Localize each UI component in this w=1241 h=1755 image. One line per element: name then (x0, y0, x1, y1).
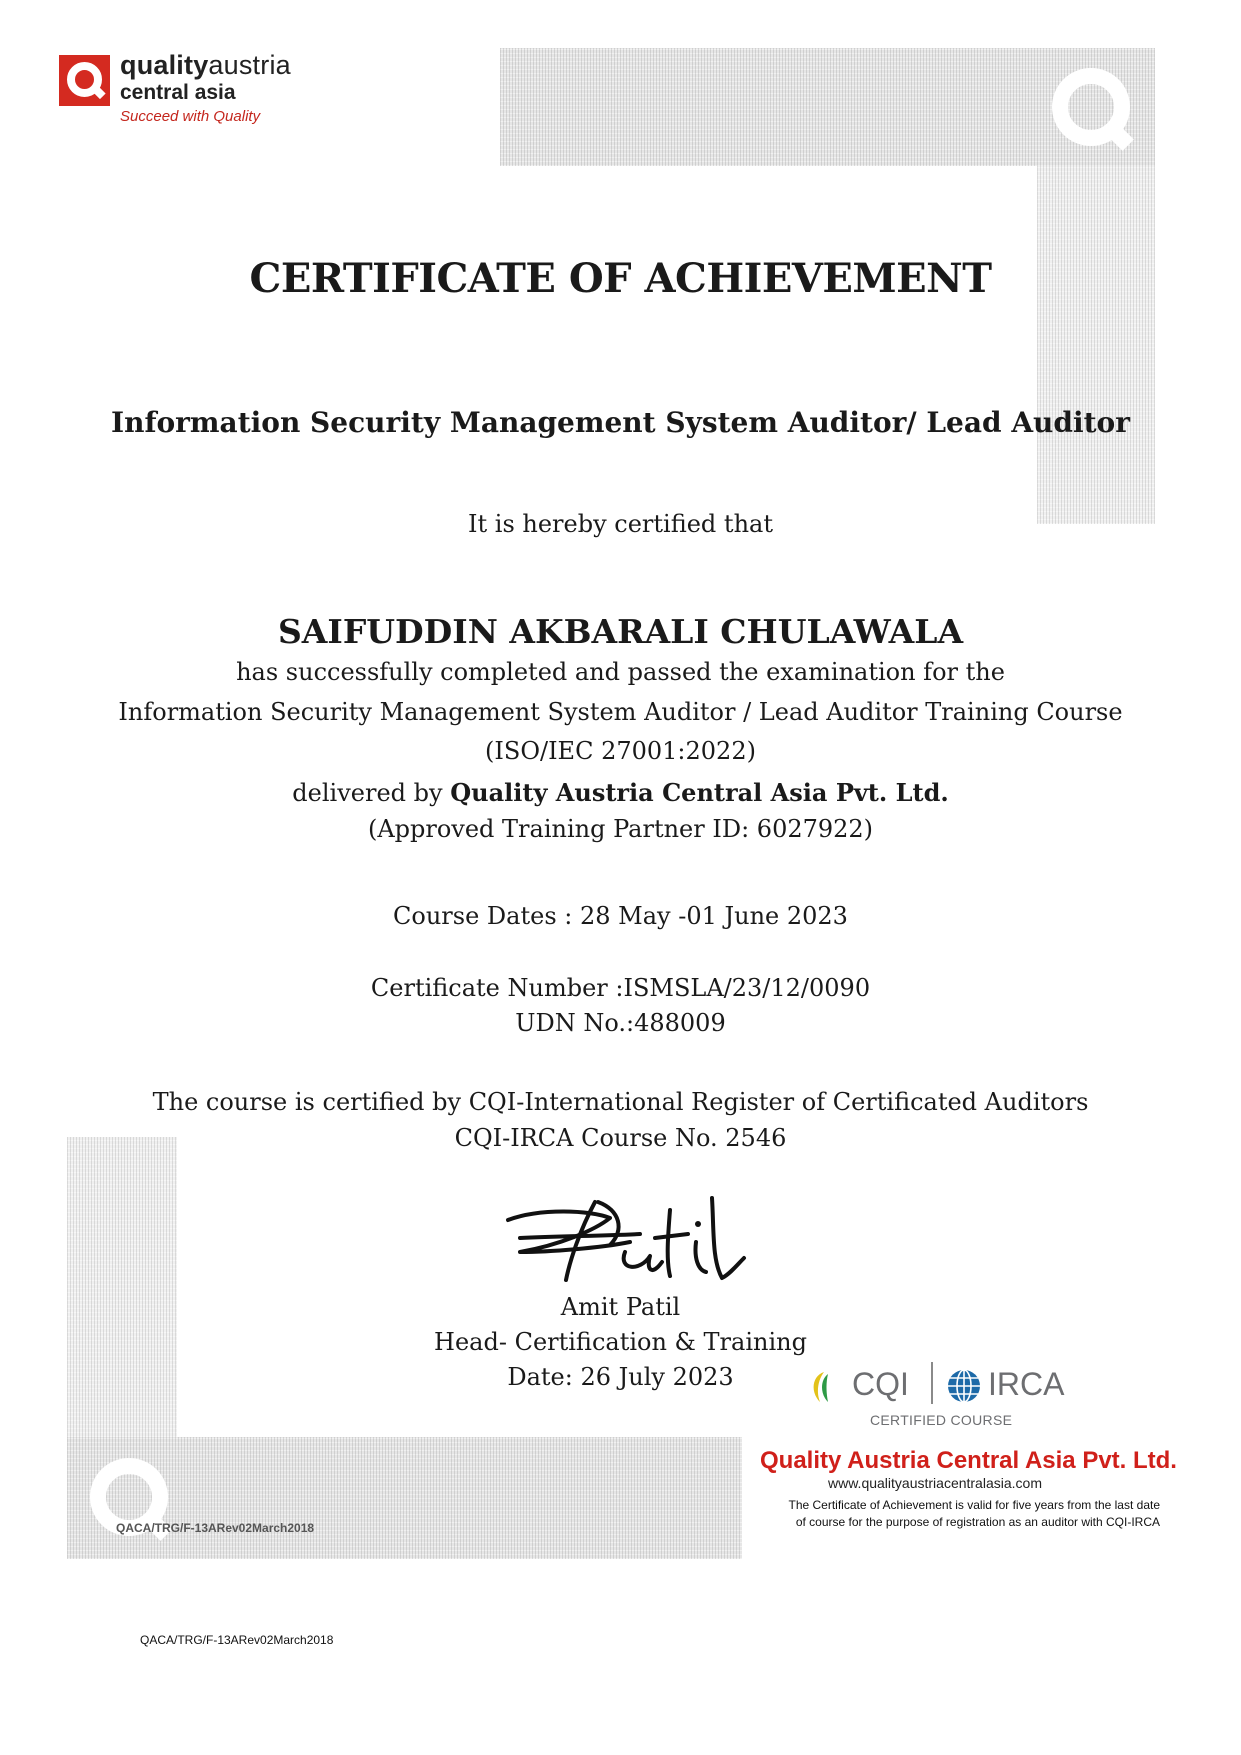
cqi-label: CQI (852, 1366, 909, 1402)
logo-brand (120, 50, 291, 81)
irca-globe-icon (946, 1368, 982, 1404)
signature-image (500, 1190, 750, 1290)
signature-date: Date: 26 July 2023 (507, 1363, 734, 1391)
certified-by-text: The course is certified by CQI-International Register of Certificated Auditors (152, 1088, 1089, 1116)
delivered-by-company: Quality Austria Central Asia Pvt. Ltd. (450, 778, 949, 807)
delivered-prefix: delivered by (292, 779, 443, 807)
standard-text: (ISO/IEC 27001:2022) (485, 737, 756, 765)
footer-website: www.qualityaustriacentralasia.com (828, 1475, 1042, 1491)
quality-austria-logo-icon (59, 55, 110, 106)
irca-course-number: CQI-IRCA Course No. 2546 (454, 1124, 787, 1152)
irca-label: IRCA (988, 1366, 1065, 1402)
logo-tagline: Succeed with Quality (120, 108, 261, 125)
udn-number: UDN No.:488009 (515, 1009, 726, 1037)
certified-course-label: CERTIFIED COURSE (870, 1412, 1013, 1428)
logo-region: central asia (120, 81, 236, 104)
logo-divider (931, 1362, 933, 1404)
decorative-band-right (1037, 166, 1155, 524)
intro-text: It is hereby certified that (468, 510, 773, 538)
completed-text: has successfully completed and passed the examination for the (236, 658, 1005, 686)
delivered-by-line (0, 778, 1241, 807)
logo-brand-light: austria (208, 50, 291, 80)
q-watermark-top-icon (1052, 68, 1136, 152)
course-full-name: Information Security Management System Auditor / Lead Auditor Training Course (118, 698, 1123, 726)
form-code: QACA/TRG/F-13ARev02March2018 (140, 1633, 334, 1647)
partner-id: (Approved Training Partner ID: 6027922) (367, 815, 874, 843)
course-dates: Course Dates : 28 May -01 June 2023 (393, 902, 848, 930)
certificate-title: CERTIFICATE OF ACHIEVEMENT (249, 255, 992, 302)
decorative-band-left (67, 1137, 177, 1437)
course-title: Information Security Management System Auditor/ Lead Auditor (111, 406, 1130, 439)
certificate-number: Certificate Number :ISMSLA/23/12/0090 (370, 974, 871, 1002)
signatory-role: Head- Certification & Training (434, 1328, 807, 1356)
validity-line-1: The Certificate of Achievement is valid for five years from the last date (788, 1498, 1160, 1512)
recipient-name: SAIFUDDIN AKBARALI CHULAWALA (277, 612, 964, 651)
logo-brand-bold: quality (120, 50, 209, 80)
signatory-name: Amit Patil (560, 1293, 681, 1321)
footer-company-name: Quality Austria Central Asia Pvt. Ltd. (760, 1447, 1177, 1474)
cqi-logo-icon (810, 1370, 850, 1406)
form-code-band: QACA/TRG/F-13ARev02March2018 (116, 1521, 315, 1535)
validity-line-2: of course for the purpose of registration as an auditor with CQI-IRCA (795, 1515, 1160, 1529)
